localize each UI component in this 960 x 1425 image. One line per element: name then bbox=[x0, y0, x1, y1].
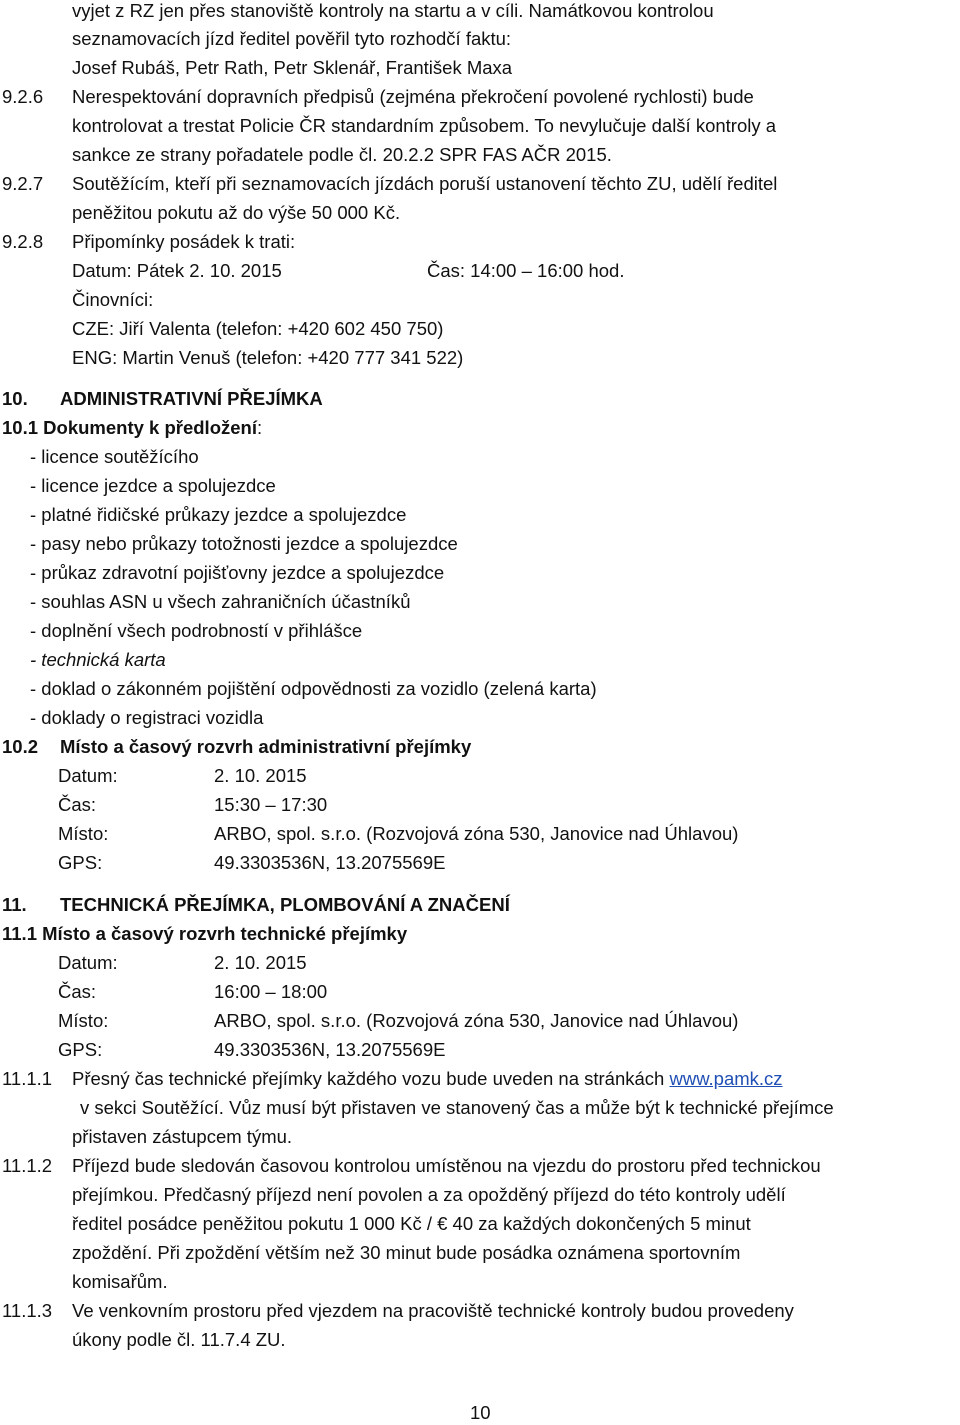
section-number: 11.1.2 bbox=[2, 1155, 53, 1176]
para-line: zpoždění. Při zpoždění větším než 30 minut bude posádka oznámena sportovním bbox=[72, 1242, 741, 1263]
schedule-value: 49.3303536N, 13.2075569E bbox=[214, 1039, 446, 1060]
list-item: - souhlas ASN u všech zahraničních účastníků bbox=[30, 591, 411, 612]
para-line: přistaven zástupcem týmu. bbox=[72, 1126, 293, 1147]
list-item: - doplnění všech podrobností v přihlášce bbox=[30, 620, 363, 641]
list-item: - technická karta bbox=[30, 649, 166, 670]
subsection-heading bbox=[2, 417, 262, 439]
page-number: 10 bbox=[470, 1402, 491, 1423]
comments-date: Datum: Pátek 2. 10. 2015 bbox=[72, 260, 282, 281]
schedule-value: ARBO, spol. s.r.o. (Rozvojová zóna 530, Janovice nad Úhlavou) bbox=[214, 823, 739, 844]
schedule-value: 15:30 – 17:30 bbox=[214, 794, 328, 815]
section-number: 11.1.1 bbox=[2, 1068, 53, 1089]
website-link[interactable]: www.pamk.cz bbox=[669, 1068, 783, 1089]
para-line: úkony podle čl. 11.7.4 ZU. bbox=[72, 1329, 286, 1350]
para-line: přejímkou. Předčasný příjezd není povolen a za opožděný příjezd do této kontroly udělí bbox=[72, 1184, 786, 1205]
comments-time: Čas: 14:00 – 16:00 hod. bbox=[427, 260, 625, 281]
para-line: Ve venkovním prostoru před vjezdem na pracoviště technické kontroly budou provedeny bbox=[72, 1300, 794, 1321]
para-line: ředitel posádce peněžitou pokutu 1 000 Kč / € 40 za každých dokončených 5 minut bbox=[72, 1213, 751, 1234]
chapter-title: ADMINISTRATIVNÍ PŘEJÍMKA bbox=[60, 388, 323, 409]
subsection-number: 10.2 bbox=[2, 736, 39, 757]
schedule-value: 2. 10. 2015 bbox=[214, 765, 307, 786]
subsection-heading: 11.1 Místo a časový rozvrh technické přejímky bbox=[2, 923, 408, 944]
para-line: v sekci Soutěžící. Vůz musí být přistaven ve stanovený čas a může být k technické přejímce bbox=[80, 1097, 834, 1118]
para-line: vyjet z RZ jen přes stanoviště kontroly na startu a v cíli. Namátkovou kontrolou bbox=[72, 0, 714, 21]
heading-colon: : bbox=[256, 417, 263, 438]
para-line: kontrolovat a trestat Policie ČR standardním způsobem. To nevylučuje další kontroly a bbox=[72, 115, 777, 136]
para-line: seznamovacích jízd ředitel pověřil tyto rozhodčí faktu: bbox=[72, 28, 512, 49]
section-number: 9.2.8 bbox=[2, 231, 44, 252]
list-item: - licence jezdce a spolujezdce bbox=[30, 475, 276, 496]
para-line: Příjezd bude sledován časovou kontrolou umístěnou na vjezdu do prostoru před technickou bbox=[72, 1155, 821, 1176]
schedule-label: GPS: bbox=[58, 852, 103, 873]
section-number: 11.1.3 bbox=[2, 1300, 53, 1321]
schedule-value: 2. 10. 2015 bbox=[214, 952, 307, 973]
para-line: Soutěžícím, kteří při seznamovacích jízdách poruší ustanovení těchto ZU, udělí ředitel bbox=[72, 173, 778, 194]
para-text: Přesný čas technické přejímky každého vozu bude uveden na stránkách bbox=[72, 1068, 665, 1089]
list-item: - průkaz zdravotní pojišťovny jezdce a spolujezdce bbox=[30, 562, 445, 583]
section-number: 9.2.6 bbox=[2, 86, 44, 107]
official-cze: CZE: Jiří Valenta (telefon: +420 602 450 750) bbox=[72, 318, 444, 339]
schedule-label: Datum: bbox=[58, 765, 118, 786]
official-eng: ENG: Martin Venuš (telefon: +420 777 341 522) bbox=[72, 347, 464, 368]
para-line: komisařům. bbox=[72, 1271, 168, 1292]
list-item: - doklady o registraci vozidla bbox=[30, 707, 264, 728]
para-line: Josef Rubáš, Petr Rath, Petr Sklenář, František Maxa bbox=[72, 57, 513, 78]
schedule-label: Čas: bbox=[58, 981, 97, 1002]
schedule-value: ARBO, spol. s.r.o. (Rozvojová zóna 530, Janovice nad Úhlavou) bbox=[214, 1010, 739, 1031]
schedule-label: Místo: bbox=[58, 1010, 109, 1031]
section-number: 9.2.7 bbox=[2, 173, 44, 194]
schedule-value: 16:00 – 18:00 bbox=[214, 981, 328, 1002]
para-heading: Připomínky posádek k trati: bbox=[72, 231, 296, 252]
subsection-title: Dokumenty k předložení bbox=[43, 417, 257, 438]
officials-label: Činovníci: bbox=[72, 289, 154, 310]
list-item: - platné řidičské průkazy jezdce a spolujezdce bbox=[30, 504, 407, 525]
para-line: sankce ze strany pořadatele podle čl. 20.2.2 SPR FAS AČR 2015. bbox=[72, 144, 612, 165]
para-line bbox=[72, 1068, 783, 1090]
schedule-label: Místo: bbox=[58, 823, 109, 844]
chapter-number: 10. bbox=[2, 388, 28, 409]
subsection-number: 10.1 bbox=[2, 417, 39, 438]
chapter-number: 11. bbox=[2, 894, 27, 915]
subsection-title: Místo a časový rozvrh administrativní přejímky bbox=[60, 736, 472, 757]
list-item: - doklad o zákonném pojištění odpovědnosti za vozidlo (zelená karta) bbox=[30, 678, 597, 699]
list-item: - pasy nebo průkazy totožnosti jezdce a spolujezdce bbox=[30, 533, 458, 554]
schedule-value: 49.3303536N, 13.2075569E bbox=[214, 852, 446, 873]
schedule-label: GPS: bbox=[58, 1039, 103, 1060]
schedule-label: Datum: bbox=[58, 952, 118, 973]
chapter-title: TECHNICKÁ PŘEJÍMKA, PLOMBOVÁNÍ A ZNAČENÍ bbox=[60, 894, 510, 915]
para-line: Nerespektování dopravních předpisů (zejména překročení povolené rychlosti) bude bbox=[72, 86, 754, 107]
para-line: peněžitou pokutu až do výše 50 000 Kč. bbox=[72, 202, 401, 223]
list-item: - licence soutěžícího bbox=[30, 446, 199, 467]
schedule-label: Čas: bbox=[58, 794, 97, 815]
